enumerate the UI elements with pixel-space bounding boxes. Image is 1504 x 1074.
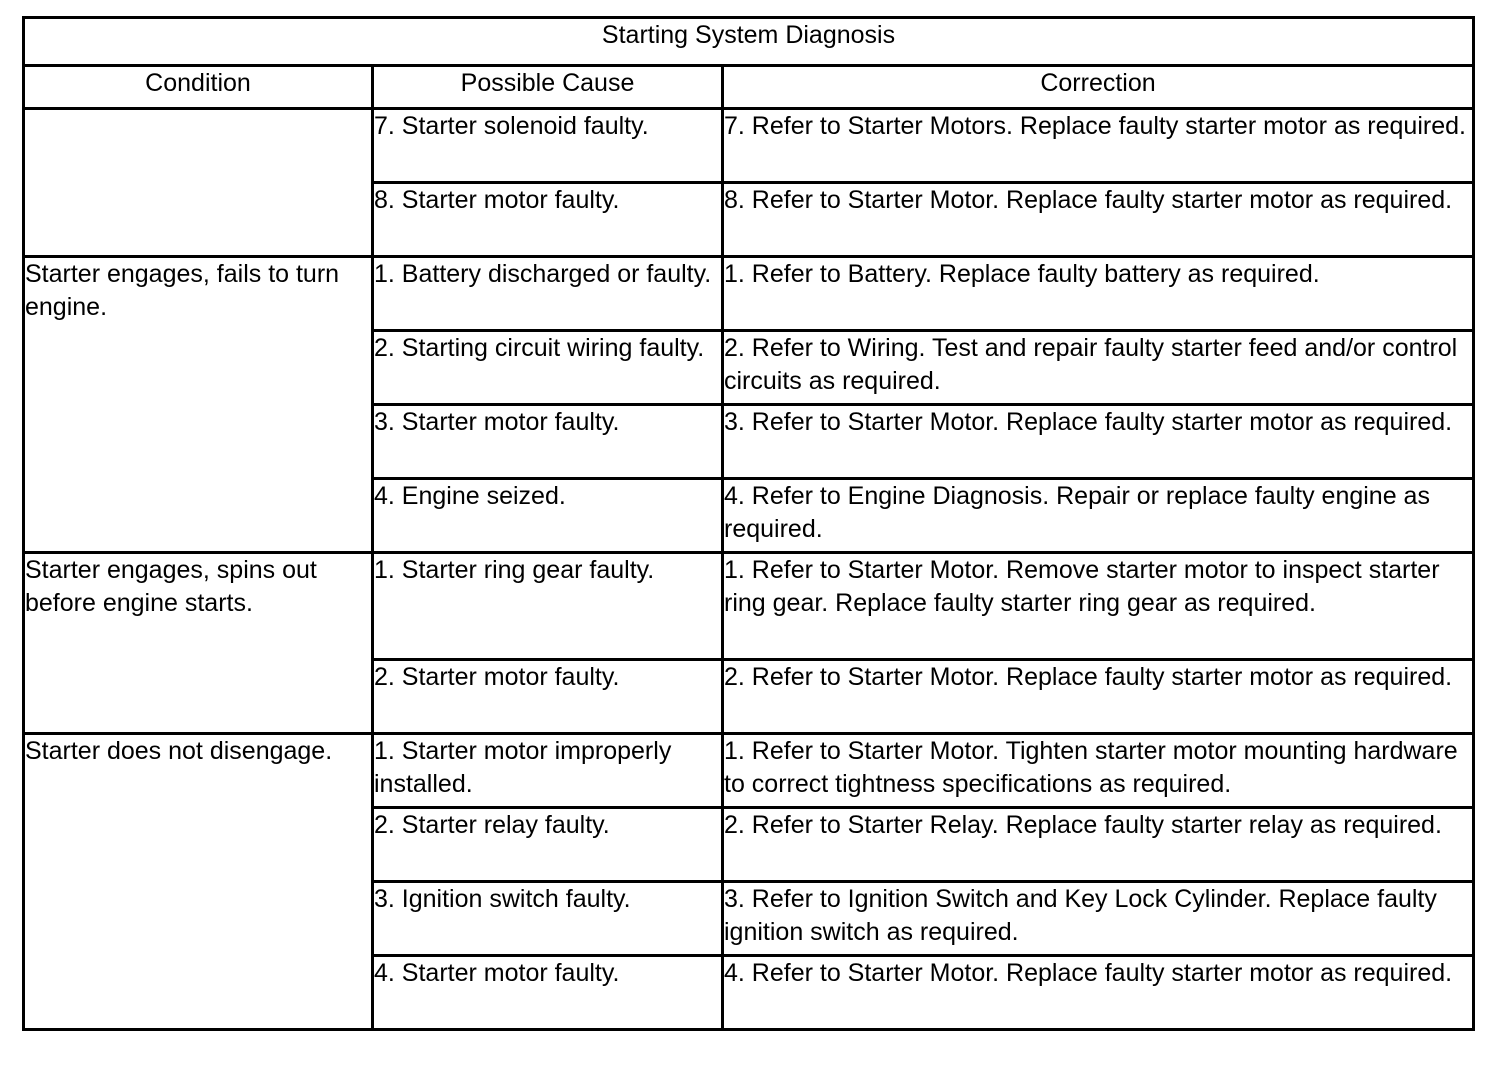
column-header-correction: Correction	[723, 66, 1474, 109]
table-row	[24, 109, 1474, 183]
condition-cell	[24, 109, 373, 257]
correction-cell: 4. Refer to Engine Diagnosis. Repair or replace faulty engine as required.	[723, 479, 1474, 553]
correction-cell: 1. Refer to Battery. Replace faulty battery as required.	[723, 257, 1474, 331]
correction-cell: 7. Refer to Starter Motors. Replace faulty starter motor as required.	[723, 109, 1474, 183]
cause-cell: 1. Starter ring gear faulty.	[373, 553, 723, 660]
cause-cell: 2. Starter motor faulty.	[373, 660, 723, 734]
table-row	[24, 257, 1474, 331]
cause-cell: 2. Starting circuit wiring faulty.	[373, 331, 723, 405]
correction-cell: 1. Refer to Starter Motor. Tighten starter motor mounting hardware to correct tightness specifications as required.	[723, 734, 1474, 808]
cause-cell: 8. Starter motor faulty.	[373, 183, 723, 257]
correction-cell: 8. Refer to Starter Motor. Replace faulty starter motor as required.	[723, 183, 1474, 257]
condition-cell: Starter does not disengage.	[24, 734, 373, 1030]
condition-cell: Starter engages, fails to turn engine.	[24, 257, 373, 553]
table-row	[24, 734, 1474, 808]
cause-cell: 2. Starter relay faulty.	[373, 808, 723, 882]
correction-cell: 1. Refer to Starter Motor. Remove starter motor to inspect starter ring gear. Replace faulty starter ring gear as required.	[723, 553, 1474, 660]
correction-cell: 3. Refer to Ignition Switch and Key Lock Cylinder. Replace faulty ignition switch as required.	[723, 882, 1474, 956]
correction-cell: 2. Refer to Starter Relay. Replace faulty starter relay as required.	[723, 808, 1474, 882]
column-header-condition: Condition	[24, 66, 373, 109]
cause-cell: 4. Engine seized.	[373, 479, 723, 553]
diagnosis-table	[22, 16, 1475, 1031]
cause-cell: 1. Starter motor improperly installed.	[373, 734, 723, 808]
cause-cell: 3. Starter motor faulty.	[373, 405, 723, 479]
condition-cell: Starter engages, spins out before engine starts.	[24, 553, 373, 734]
table-title: Starting System Diagnosis	[24, 18, 1474, 66]
table-row	[24, 553, 1474, 660]
correction-cell: 4. Refer to Starter Motor. Replace faulty starter motor as required.	[723, 956, 1474, 1030]
correction-cell: 2. Refer to Starter Motor. Replace faulty starter motor as required.	[723, 660, 1474, 734]
cause-cell: 7. Starter solenoid faulty.	[373, 109, 723, 183]
cause-cell: 1. Battery discharged or faulty.	[373, 257, 723, 331]
column-header-possible-cause: Possible Cause	[373, 66, 723, 109]
correction-cell: 2. Refer to Wiring. Test and repair faulty starter feed and/or control circuits as required.	[723, 331, 1474, 405]
correction-cell: 3. Refer to Starter Motor. Replace faulty starter motor as required.	[723, 405, 1474, 479]
cause-cell: 4. Starter motor faulty.	[373, 956, 723, 1030]
cause-cell: 3. Ignition switch faulty.	[373, 882, 723, 956]
